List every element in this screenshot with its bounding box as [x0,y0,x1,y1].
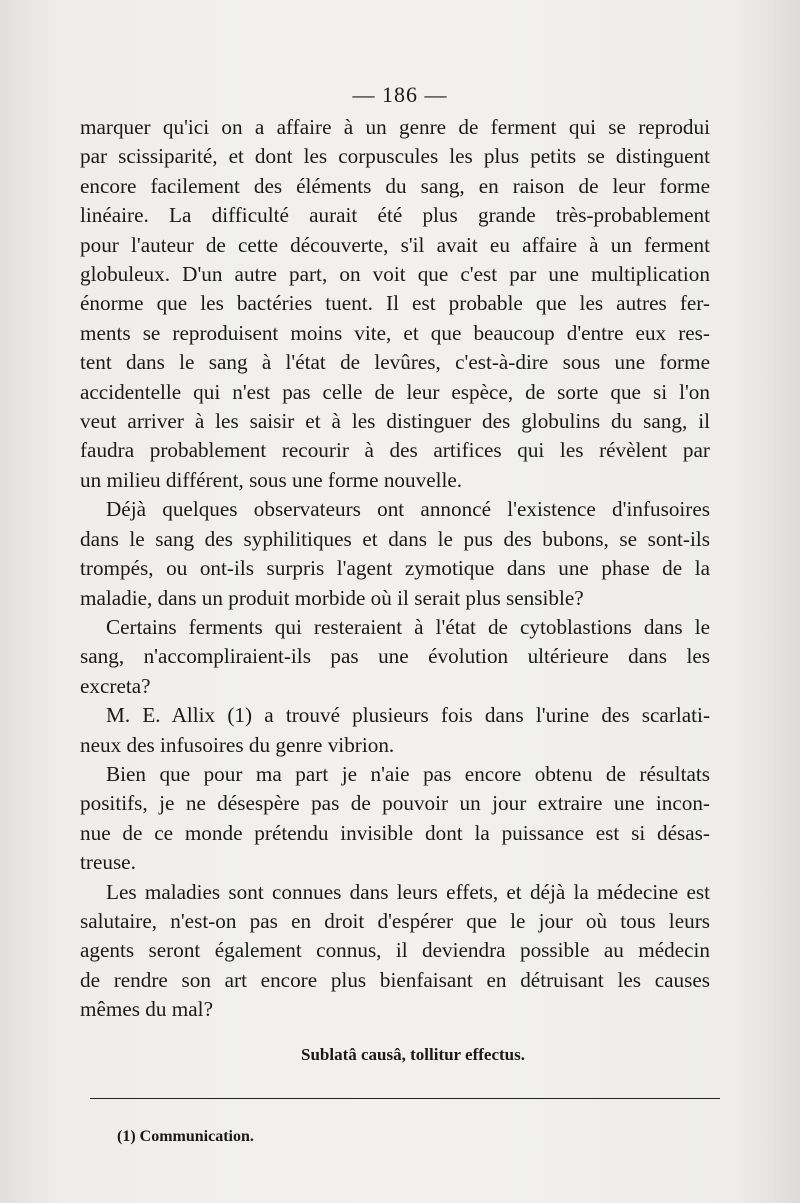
text-line: mêmes du mal? [80,997,213,1022]
text-line: accidentelle qui n'est pas celle de leur espèce, de sorte que si l'on [80,379,710,404]
text-line: maladie, dans un produit morbide où il serait plus sensible? [80,585,584,610]
text-line: Certains ferments qui resteraient à l'état de cytoblastions dans le [106,614,710,639]
paragraph [80,613,710,701]
paragraph [80,760,710,878]
text-line: Bien que pour ma part je n'aie pas encore obtenu de résultats [106,761,710,786]
text-line: excreta? [80,673,151,698]
paragraph [80,113,710,495]
text-line: trompés, ou ont-ils surpris l'agent zymotique dans une phase de la [80,556,710,581]
paragraph [80,701,710,760]
text-line: sang, n'accompliraient-ils pas une évolution ultérieure dans les [80,644,710,669]
text-line: encore facilement des éléments du sang, en raison de leur forme [80,173,710,198]
text-line: marquer qu'ici on a affaire à un genre de ferment qui se reprodui [80,115,710,139]
text-line: globuleux. D'un autre part, on voit que c'est par une multiplication [80,262,710,287]
text-line: faudra probablement recourir à des artifices qui les révèlent par [80,438,710,463]
motto: Sublatâ causâ, tollitur effectus. [301,1045,525,1064]
paragraph [80,495,710,613]
text-line: positifs, je ne désespère pas de pouvoir un jour extraire une incon- [80,791,710,816]
text-line: treuse. [80,850,136,875]
text-line: énorme que les bactéries tuent. Il est probable que les autres fer- [80,291,710,316]
text-line: nue de ce monde prétendu invisible dont la puissance est si désas- [80,820,710,845]
text-line: tent dans le sang à l'état de levûres, c'est-à-dire sous une forme [80,350,710,375]
text-line: par scissiparité, et dont les corpuscules les plus petits se distinguent [80,144,710,169]
footnote-divider [90,1098,720,1099]
text-line: dans le sang des syphilitiques et dans le pus des bubons, se sont-ils [80,526,710,551]
text-line: ments se reproduisent moins vite, et que beaucoup d'entre eux res- [80,320,710,345]
text-line: un milieu différent, sous une forme nouvelle. [80,467,463,492]
text-line: Déjà quelques observateurs ont annoncé l'existence d'infusoires [106,497,710,522]
text-line: salutaire, n'est-on pas en droit d'espérer que le jour où tous leurs [80,908,710,933]
text-line: Les maladies sont connues dans leurs effets, et déjà la médecine est [106,879,710,904]
body-text [80,113,710,1025]
text-line: de rendre son art encore plus bienfaisant en détruisant les causes [80,967,710,992]
text-line: agents seront également connus, il deviendra possible au médecin [80,938,710,963]
paragraph [80,878,710,1025]
text-line: linéaire. La difficulté aurait été plus grande très-probablement [80,203,710,228]
text-line: pour l'auteur de cette découverte, s'il avait eu affaire à un ferment [80,232,710,257]
text-line: M. E. Allix (1) a trouvé plusieurs fois dans l'urine des scarlati- [106,703,710,728]
text-line: veut arriver à les saisir et à les distinguer des globulins du sang, il [80,409,710,434]
footnote: (1) Communication. [117,1128,254,1145]
page-number: — 186 — [352,82,448,107]
text-line: neux des infusoires du genre vibrion. [80,732,395,757]
